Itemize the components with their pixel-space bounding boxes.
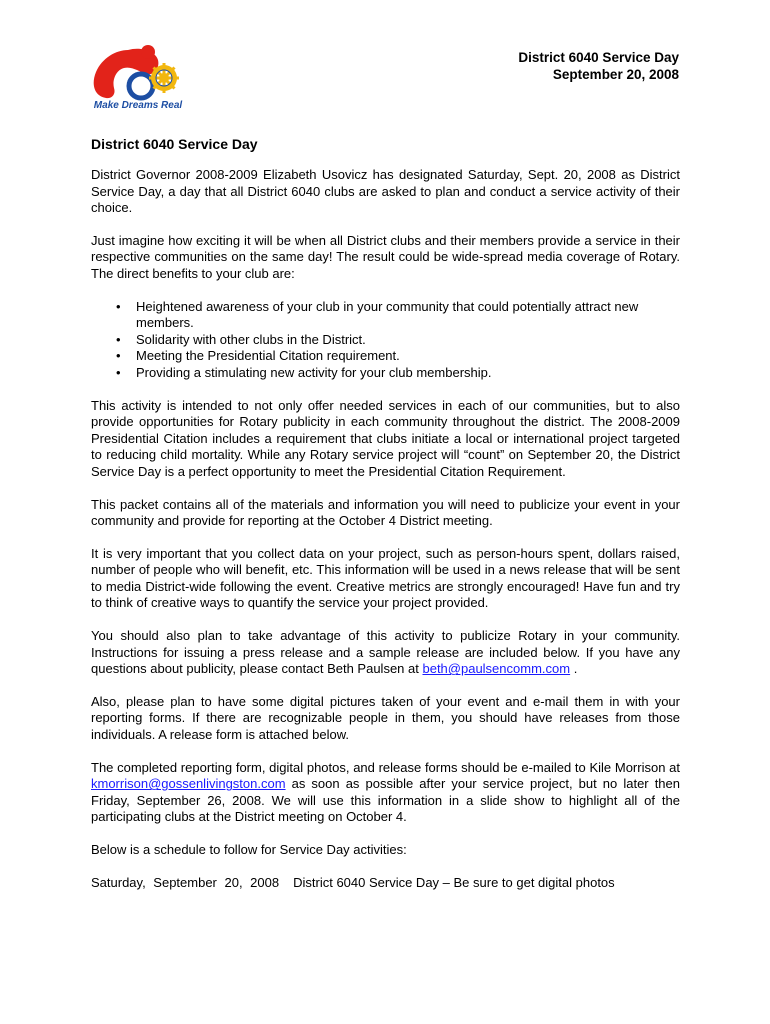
logo-slogan: Make Dreams Real	[93, 100, 183, 111]
benefits-list	[91, 299, 680, 382]
paragraph-data: It is very important that you collect data on your project, such as person-hours spent, dollars raised, number of people who will benefit, etc. This information will be used in a news release that will be sent to media District-wide following the event. Creative metrics are strongly encouraged! Have fun and try to think of creative ways to quantify the service your project provided.	[91, 545, 680, 611]
paragraph-packet: This packet contains all of the materials and information you will need to publicize your event in your community and provide for reporting at the October 4 District meeting.	[91, 496, 680, 529]
schedule-row	[91, 875, 680, 892]
email-link-kile[interactable]: kmorrison@gossenlivingston.com	[91, 776, 286, 792]
email-link-beth[interactable]: beth@paulsencomm.com	[422, 661, 571, 677]
paragraph-reporting	[91, 760, 680, 826]
header-date: September 20, 2008	[552, 67, 679, 82]
list-item: • Solidarity with other clubs in the District.	[136, 332, 680, 349]
paragraph-activity: This activity is intended to not only offer needed services in each of our communities, but to also provide opportunities for Rotary publicity in each community throughout the district. The 2008-2009 Presidential Citation includes a requirement that clubs initiate a local or international project targeted to reducing child mortality. While any Rotary service project will “count” on September 20, the District Service Day is a perfect opportunity to meet the Presidential Citation Requirement.	[91, 397, 680, 479]
publicity-text-end: .	[570, 661, 578, 677]
list-item: • Heightened awareness of your club in your community that could potentially attract new members.	[136, 299, 680, 332]
header-title: District 6040 Service Day	[518, 50, 679, 65]
document-body	[91, 167, 680, 907]
reporting-text: The completed reporting form, digital photos, and release forms should be e-mailed to Kile Morrison at	[91, 759, 680, 775]
paragraph-schedule-intro: Below is a schedule to follow for Service Day activities:	[91, 842, 407, 857]
list-item: • Meeting the Presidential Citation requirement.	[136, 348, 680, 365]
rotary-logo	[88, 44, 188, 116]
paragraph-publicity	[91, 628, 680, 678]
schedule-date: Saturday, September 20, 2008	[91, 874, 280, 890]
page-title: District 6040 Service Day	[91, 136, 258, 152]
schedule-event: District 6040 Service Day – Be sure to get digital photos	[293, 874, 615, 890]
list-item: • Providing a stimulating new activity for your club membership.	[136, 365, 680, 382]
page-header	[518, 49, 679, 83]
reporting-text-end: as soon as possible after your service project, but no later then Friday, September 26, 2008. We will use this information in a slide show to highlight all of the participating clubs at the District meeting on October 4.	[91, 776, 680, 825]
paragraph-imagine: Just imagine how exciting it will be when all District clubs and their members provide a service in their respective communities on the same day! The result could be wide-spread media coverage of Rotary. The direct benefits to your club are:	[91, 232, 680, 281]
paragraph-pictures: Also, please plan to have some digital pictures taken of your event and e-mail them in with your reporting forms. If there are recognizable people in them, you should have releases from those individuals. A release form is attached below.	[91, 693, 680, 743]
publicity-text: You should also plan to take advantage of this activity to publicize Rotary in your community. Instructions for issuing a press release and a sample release are included below. If you have any questions about publicity, please contact Beth Paulsen at	[91, 628, 680, 677]
paragraph-intro: District Governor 2008-2009 Elizabeth Usovicz has designated Saturday, Sept. 20, 2008 as District Service Day, a day that all District 6040 clubs are asked to plan and conduct a service activity of their choice.	[91, 167, 680, 216]
